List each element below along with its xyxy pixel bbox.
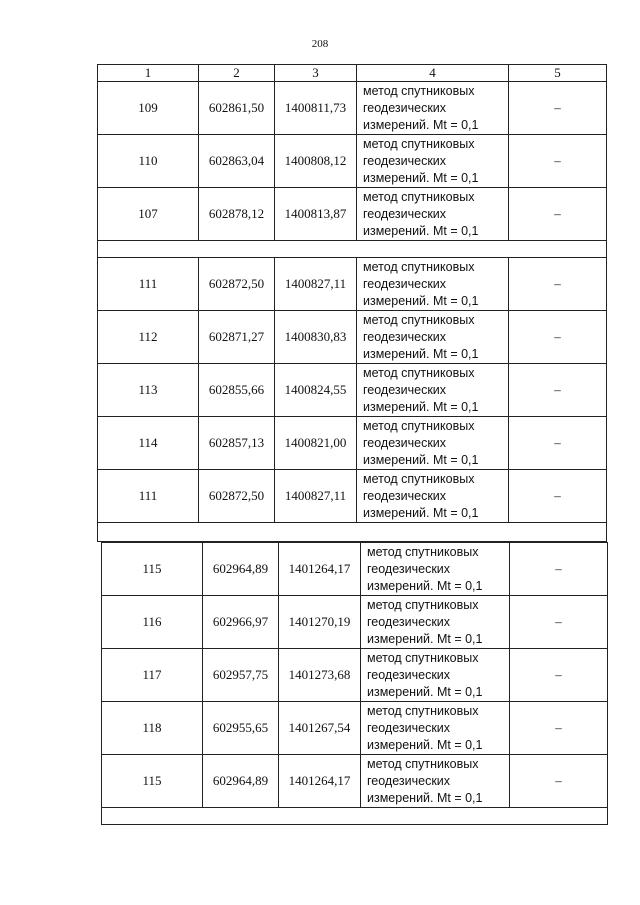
table-row bbox=[98, 364, 607, 417]
coordinates-table-upper bbox=[97, 64, 607, 542]
table-row bbox=[98, 470, 607, 523]
method-text-line: метод спутниковых bbox=[363, 471, 475, 486]
method-text-line: измерений. Mt = 0,1 bbox=[367, 631, 483, 646]
coordinates-table-lower bbox=[101, 542, 608, 825]
header-col-1: 1 bbox=[98, 65, 199, 82]
table-row bbox=[102, 543, 608, 596]
accuracy-dash-cell: – bbox=[509, 258, 607, 311]
method-text-line: геодезических bbox=[367, 667, 451, 682]
x-coordinate-cell: 602964,89 bbox=[203, 755, 279, 808]
method-text-line: метод спутниковых bbox=[363, 418, 475, 433]
point-number-cell: 116 bbox=[102, 596, 203, 649]
y-coordinate-cell: 1400821,00 bbox=[275, 417, 357, 470]
method-cell bbox=[357, 364, 509, 417]
contour-separator-row bbox=[98, 241, 607, 258]
method-text-line: измерений. Mt = 0,1 bbox=[363, 399, 479, 414]
y-coordinate-cell: 1400824,55 bbox=[275, 364, 357, 417]
point-number-cell: 110 bbox=[98, 135, 199, 188]
method-cell bbox=[357, 188, 509, 241]
y-coordinate-cell: 1400808,12 bbox=[275, 135, 357, 188]
method-text-line: геодезических bbox=[367, 773, 451, 788]
point-number-cell: 107 bbox=[98, 188, 199, 241]
x-coordinate-cell: 602966,97 bbox=[203, 596, 279, 649]
method-text-line: метод спутниковых bbox=[367, 650, 479, 665]
method-text-line: измерений. Mt = 0,1 bbox=[367, 684, 483, 699]
y-coordinate-cell: 1401270,19 bbox=[279, 596, 361, 649]
method-text-line: метод спутниковых bbox=[363, 312, 475, 327]
method-text-line: измерений. Mt = 0,1 bbox=[363, 170, 479, 185]
method-text-line: геодезических bbox=[363, 329, 447, 344]
accuracy-dash-cell: – bbox=[509, 82, 607, 135]
point-number-cell: 113 bbox=[98, 364, 199, 417]
method-text-line: метод спутниковых bbox=[367, 703, 479, 718]
header-col-5: 5 bbox=[509, 65, 607, 82]
method-text-line: геодезических bbox=[363, 276, 447, 291]
y-coordinate-cell: 1400813,87 bbox=[275, 188, 357, 241]
x-coordinate-cell: 602964,89 bbox=[203, 543, 279, 596]
point-number-cell: 118 bbox=[102, 702, 203, 755]
method-cell bbox=[357, 417, 509, 470]
method-text-line: геодезических bbox=[363, 435, 447, 450]
table-row bbox=[98, 135, 607, 188]
separator-cell bbox=[102, 808, 608, 825]
method-text-line: метод спутниковых bbox=[363, 365, 475, 380]
y-coordinate-cell: 1400827,11 bbox=[275, 470, 357, 523]
method-cell bbox=[357, 470, 509, 523]
method-text-line: измерений. Mt = 0,1 bbox=[363, 452, 479, 467]
method-cell bbox=[361, 543, 510, 596]
method-cell bbox=[357, 258, 509, 311]
method-text-line: измерений. Mt = 0,1 bbox=[363, 293, 479, 308]
header-col-2: 2 bbox=[199, 65, 275, 82]
method-text-line: измерений. Mt = 0,1 bbox=[367, 578, 483, 593]
method-text-line: измерений. Mt = 0,1 bbox=[363, 223, 479, 238]
method-text-line: измерений. Mt = 0,1 bbox=[363, 505, 479, 520]
accuracy-dash-cell: – bbox=[510, 596, 608, 649]
accuracy-dash-cell: – bbox=[509, 364, 607, 417]
table-row bbox=[98, 311, 607, 364]
method-text-line: геодезических bbox=[363, 206, 447, 221]
point-number-cell: 109 bbox=[98, 82, 199, 135]
method-text-line: метод спутниковых bbox=[363, 189, 475, 204]
x-coordinate-cell: 602861,50 bbox=[199, 82, 275, 135]
method-text-line: геодезических bbox=[363, 382, 447, 397]
method-cell bbox=[361, 596, 510, 649]
table-row bbox=[102, 702, 608, 755]
separator-cell bbox=[98, 523, 607, 542]
table-row bbox=[98, 188, 607, 241]
y-coordinate-cell: 1401267,54 bbox=[279, 702, 361, 755]
table-row bbox=[102, 596, 608, 649]
method-text-line: геодезических bbox=[367, 614, 451, 629]
y-coordinate-cell: 1400811,73 bbox=[275, 82, 357, 135]
method-text-line: измерений. Mt = 0,1 bbox=[363, 346, 479, 361]
method-cell bbox=[357, 135, 509, 188]
point-number-cell: 117 bbox=[102, 649, 203, 702]
contour-separator-row bbox=[98, 523, 607, 542]
x-coordinate-cell: 602855,66 bbox=[199, 364, 275, 417]
method-cell bbox=[357, 82, 509, 135]
method-text-line: геодезических bbox=[363, 153, 447, 168]
accuracy-dash-cell: – bbox=[509, 188, 607, 241]
header-col-3: 3 bbox=[275, 65, 357, 82]
x-coordinate-cell: 602955,65 bbox=[203, 702, 279, 755]
point-number-cell: 114 bbox=[98, 417, 199, 470]
method-text-line: измерений. Mt = 0,1 bbox=[367, 737, 483, 752]
x-coordinate-cell: 602878,12 bbox=[199, 188, 275, 241]
point-number-cell: 111 bbox=[98, 470, 199, 523]
point-number-cell: 112 bbox=[98, 311, 199, 364]
y-coordinate-cell: 1400827,11 bbox=[275, 258, 357, 311]
accuracy-dash-cell: – bbox=[509, 135, 607, 188]
method-text-line: метод спутниковых bbox=[363, 136, 475, 151]
table-row bbox=[98, 82, 607, 135]
x-coordinate-cell: 602872,50 bbox=[199, 470, 275, 523]
y-coordinate-cell: 1401273,68 bbox=[279, 649, 361, 702]
table-row bbox=[102, 649, 608, 702]
contour-separator-row bbox=[102, 808, 608, 825]
point-number-cell: 111 bbox=[98, 258, 199, 311]
table-row bbox=[102, 755, 608, 808]
accuracy-dash-cell: – bbox=[509, 417, 607, 470]
x-coordinate-cell: 602863,04 bbox=[199, 135, 275, 188]
method-text-line: измерений. Mt = 0,1 bbox=[363, 117, 479, 132]
method-text-line: геодезических bbox=[363, 488, 447, 503]
y-coordinate-cell: 1401264,17 bbox=[279, 755, 361, 808]
x-coordinate-cell: 602957,75 bbox=[203, 649, 279, 702]
method-text-line: метод спутниковых bbox=[367, 597, 479, 612]
separator-cell bbox=[98, 241, 607, 258]
accuracy-dash-cell: – bbox=[509, 311, 607, 364]
method-text-line: метод спутниковых bbox=[367, 544, 479, 559]
x-coordinate-cell: 602857,13 bbox=[199, 417, 275, 470]
accuracy-dash-cell: – bbox=[510, 702, 608, 755]
method-cell bbox=[361, 649, 510, 702]
x-coordinate-cell: 602872,50 bbox=[199, 258, 275, 311]
table-row bbox=[98, 417, 607, 470]
point-number-cell: 115 bbox=[102, 543, 203, 596]
method-text-line: геодезических bbox=[367, 561, 451, 576]
accuracy-dash-cell: – bbox=[509, 470, 607, 523]
method-cell bbox=[361, 755, 510, 808]
method-text-line: метод спутниковых bbox=[363, 259, 475, 274]
method-text-line: геодезических bbox=[363, 100, 447, 115]
method-cell bbox=[361, 702, 510, 755]
accuracy-dash-cell: – bbox=[510, 543, 608, 596]
accuracy-dash-cell: – bbox=[510, 649, 608, 702]
method-text-line: геодезических bbox=[367, 720, 451, 735]
method-text-line: измерений. Mt = 0,1 bbox=[367, 790, 483, 805]
table-row bbox=[98, 258, 607, 311]
method-text-line: метод спутниковых bbox=[367, 756, 479, 771]
accuracy-dash-cell: – bbox=[510, 755, 608, 808]
point-number-cell: 115 bbox=[102, 755, 203, 808]
header-col-4: 4 bbox=[357, 65, 509, 82]
y-coordinate-cell: 1400830,83 bbox=[275, 311, 357, 364]
table-header-row bbox=[98, 65, 607, 82]
method-text-line: метод спутниковых bbox=[363, 83, 475, 98]
page-number: 208 bbox=[311, 38, 329, 50]
x-coordinate-cell: 602871,27 bbox=[199, 311, 275, 364]
y-coordinate-cell: 1401264,17 bbox=[279, 543, 361, 596]
method-cell bbox=[357, 311, 509, 364]
